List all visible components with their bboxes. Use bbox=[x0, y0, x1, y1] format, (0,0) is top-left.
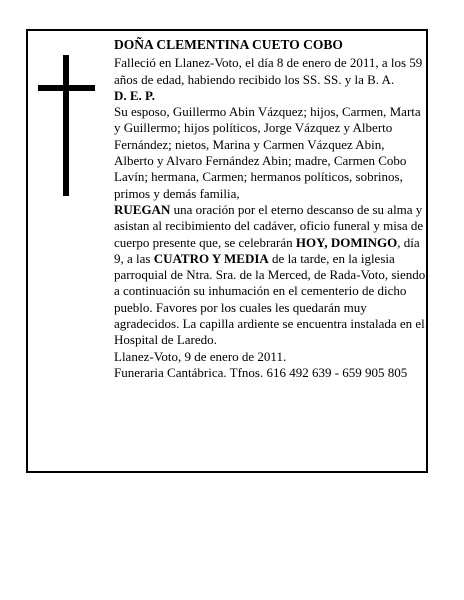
place-date: Llanez-Voto, 9 de enero de 2011. bbox=[114, 348, 287, 364]
request-bold: RUEGAN bbox=[114, 201, 171, 217]
service-announcement bbox=[114, 202, 426, 349]
obituary-text bbox=[114, 37, 426, 381]
cross-icon bbox=[63, 55, 69, 196]
death-notice: Falleció en Llanez-Voto, el día 8 de enero de 2011, a los 59 años de edad, habiendo recibido los SS. SS. y la B. A. bbox=[114, 55, 423, 87]
day-text: , día 9, a las bbox=[114, 234, 420, 266]
request-text: una oración por el eterno descanso de su alma y asistan al recibimiento del cadáver, oficio funeral y misa de cuerpo presente que, se celebrarán bbox=[114, 201, 424, 250]
venue-text: de la tarde, en la iglesia parroquial de Ntra. Sra. de la Merced, de Rada-Voto, siendo a continuación su inhumación en el cementerio de dicho pueblo. Favores por los cuales les quedarán muy agradecidos. La capilla ardiente se encuentra instalada en el Hospital de Laredo. bbox=[114, 250, 426, 348]
time-bold: CUATRO Y MEDIA bbox=[153, 250, 269, 266]
funeral-home: Funeraria Cantábrica. Tfnos. 616 492 639 - 659 905 805 bbox=[114, 364, 408, 380]
day-bold: HOY, DOMINGO bbox=[295, 234, 398, 250]
family-list: Su esposo, Guillermo Abin Vázquez; hijos, Carmen, Marta y Guillermo; hijos políticos, Jorge Vázquez y Alberto Fernández; nietos, Marina y Carmen Vázquez Abin, Alberto y Alvaro Fernández Abin; madre, Carmen Cobo Lavín; hermana, Carmen; hermanos políticos, sobrinos, primos y demás familia, bbox=[114, 104, 421, 201]
cross-icon-bar bbox=[38, 85, 95, 91]
deceased-name: DOÑA CLEMENTINA CUETO COBO bbox=[114, 37, 343, 52]
rip-line: D. E. P. bbox=[114, 87, 156, 103]
